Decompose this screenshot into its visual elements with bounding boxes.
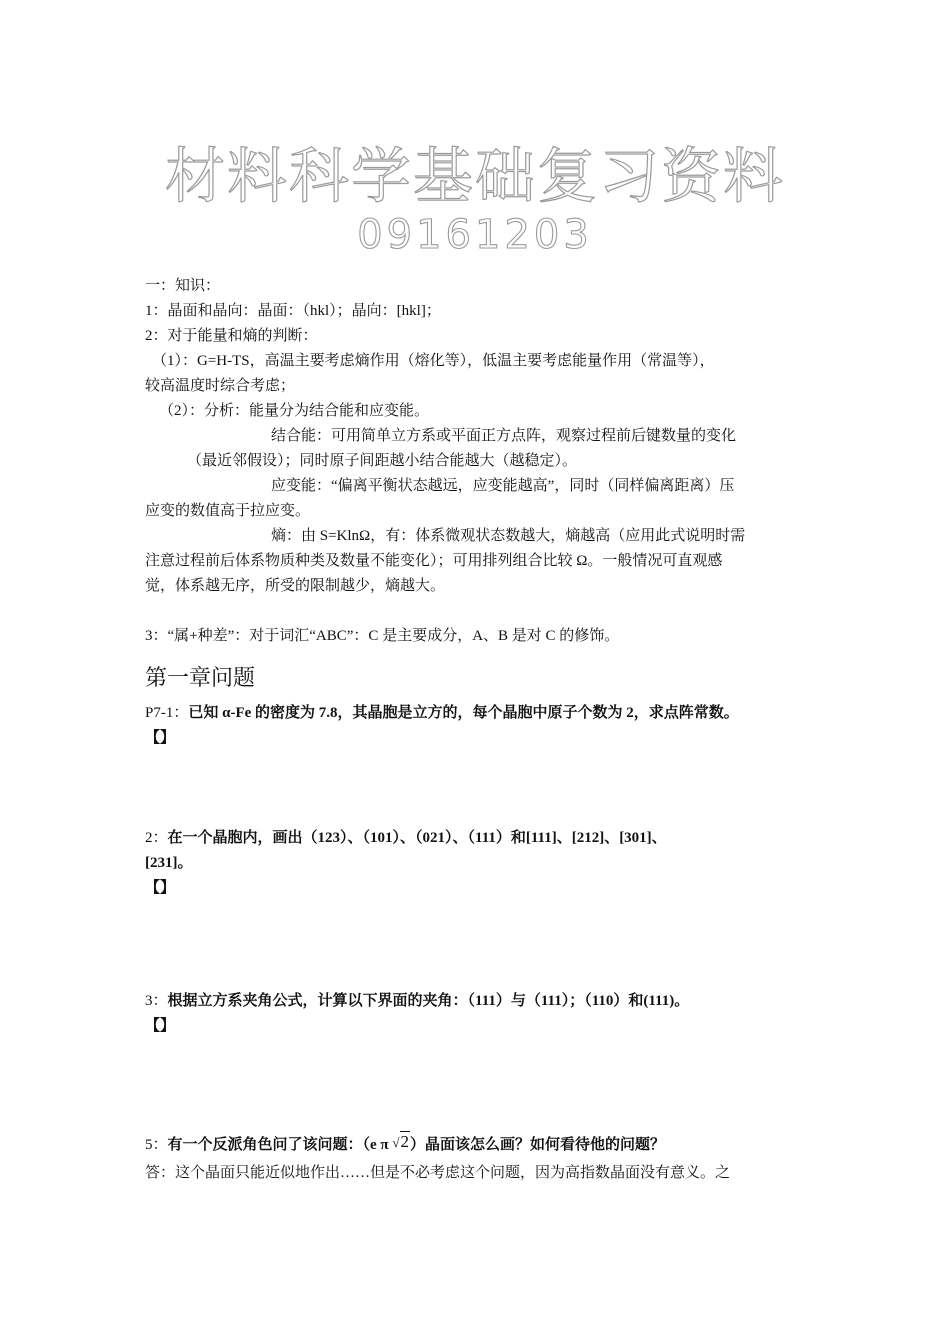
bond-energy-line-a: 结合能：可用简单立方系或平面正方点阵，观察过程前后键数量的变化 — [271, 428, 737, 444]
document-body — [145, 274, 825, 1186]
question-5-number: 5： — [145, 1137, 168, 1153]
question-5-text-a: 有一个反派角色问了该问题：（e π — [167, 1137, 393, 1153]
question-5-text-b: ）晶面该怎么画？如何看待他的问题？ — [410, 1137, 666, 1153]
question-5 — [145, 1129, 825, 1158]
answer-space — [145, 901, 825, 989]
question-1-text: 已知 α-Fe 的密度为 7.8，其晶胞是立方的，每个晶胞中原子个数为 2，求点阵常数。 — [188, 705, 739, 721]
sqrt-argument: 2 — [400, 1132, 410, 1151]
question-3-text: 根据立方系夹角公式，计算以下界面的夹角：（111）与（111）；（110）和(111)。 — [167, 993, 690, 1009]
entropy-line-c: 觉，体系越无序，所受的限制越少，熵越大。 — [145, 578, 446, 594]
answer-space — [145, 751, 825, 826]
bond-energy-line-b: （最近邻假设）；同时原子间距越小结合能越大（越稳定）。 — [187, 453, 578, 469]
chapter-title: 第一章问题 — [145, 665, 256, 690]
document-header — [0, 140, 950, 258]
knowledge-item-2-1-line-b: 较高温度时综合考虑； — [145, 378, 296, 394]
knowledge-item-2-2: （2）：分析：能量分为结合能和应变能。 — [159, 403, 430, 419]
spacer — [145, 599, 825, 624]
document-title: 材料科学基础复习资料 — [165, 142, 785, 212]
entropy-line-a: 熵：由 S=KlnΩ，有：体系微观状态数越大，熵越高（应用此式说明时需 — [271, 528, 746, 544]
question-1-answer-bracket: 【】 — [145, 730, 176, 746]
answer-space — [145, 1039, 825, 1127]
sqrt-expression — [392, 1129, 410, 1155]
strain-energy-line-a: 应变能：“偏离平衡状态越远，应变能越高”，同时（同样偏离距离）压 — [271, 478, 735, 494]
knowledge-item-2: 2：对于能量和熵的判断： — [145, 328, 318, 344]
question-3-number: 3： — [145, 993, 168, 1009]
strain-energy-line-b: 应变的数值高于拉应变。 — [145, 503, 311, 519]
question-5-answer: 答：这个晶面只能近似地作出……但是不必考虑这个问题，因为高指数晶面没有意义。之 — [145, 1165, 731, 1181]
question-2 — [145, 826, 825, 851]
question-2-answer-bracket: 【】 — [145, 880, 176, 896]
question-1 — [145, 701, 825, 726]
sqrt-symbol: √ — [392, 1135, 400, 1150]
section-heading-knowledge: 一：知识： — [145, 278, 221, 294]
knowledge-item-3: 3：“属+种差”：对于词汇“ABC”：C 是主要成分，A、B 是对 C 的修饰。 — [145, 628, 620, 644]
question-2-text-b: [231]。 — [145, 855, 193, 871]
knowledge-item-2-1-line-a: （1）：G=H-TS，高温主要考虑熵作用（熔化等），低温主要考虑能量作用（常温等）， — [152, 353, 715, 369]
entropy-line-b: 注意过程前后体系物质种类及数量不能变化）；可用排列组合比较 Ω。一般情况可直观感 — [145, 553, 723, 569]
question-2-text-a: 在一个晶胞内，画出（123）、（101）、（021）、（111）和[111]、[212]、[301]、 — [167, 830, 667, 846]
question-3-answer-bracket: 【】 — [145, 1018, 176, 1034]
document-subtitle: 09161203 — [357, 212, 593, 258]
question-1-number: P7-1： — [145, 705, 189, 721]
question-3 — [145, 989, 825, 1014]
knowledge-item-1: 1：晶面和晶向：晶面：（hkl）；晶向：[hkl]； — [145, 303, 441, 319]
question-2-number: 2： — [145, 830, 168, 846]
